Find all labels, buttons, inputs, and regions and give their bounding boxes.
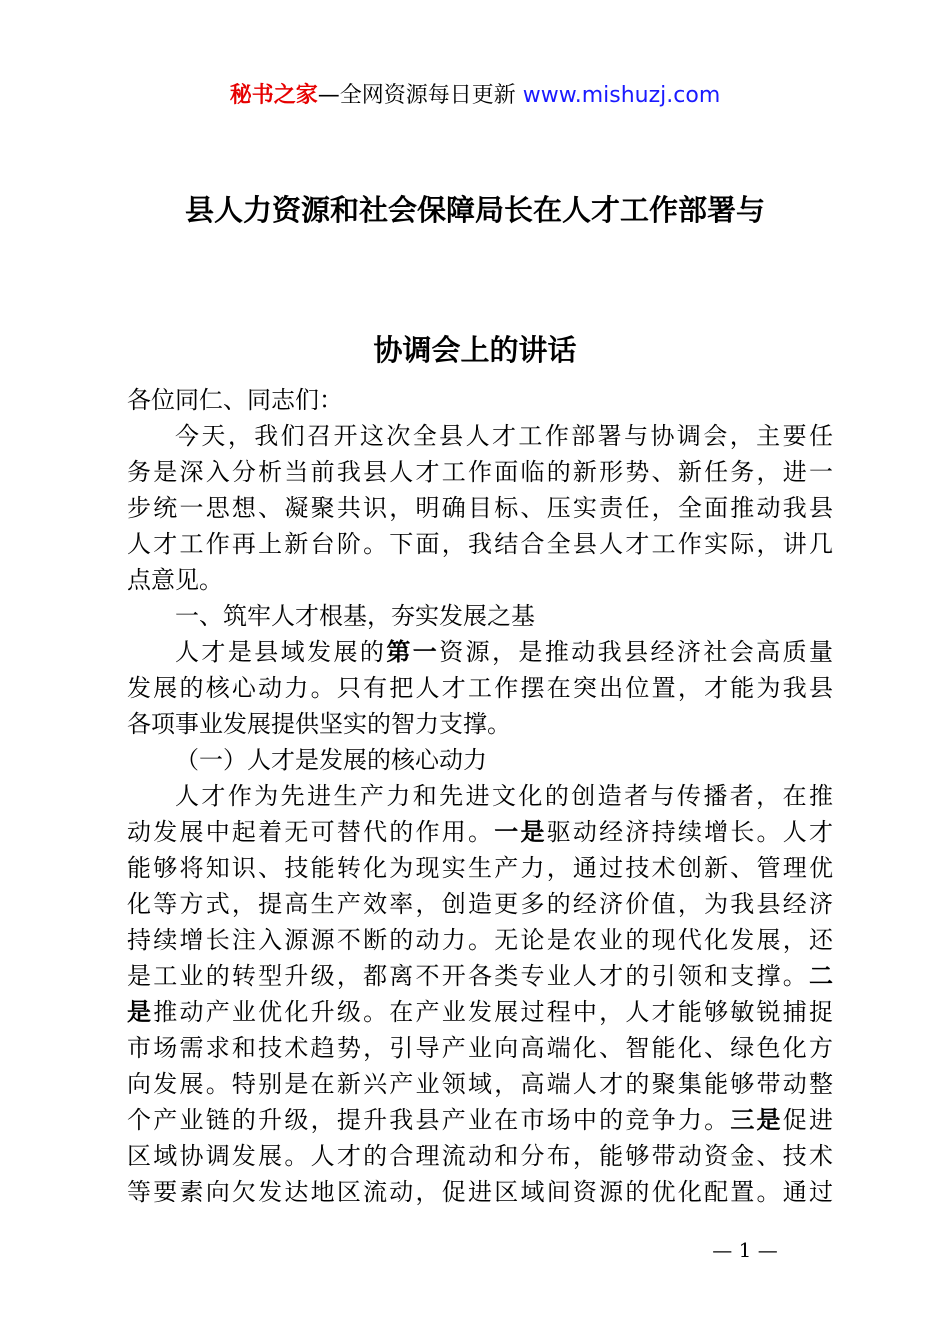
- site-slogan: —全网资源每日更新: [317, 83, 516, 108]
- intro-line: 步统一思想、凝聚共识，明确目标、压实责任，全面推动我县: [127, 494, 833, 522]
- intro-line: 务是深入分析当前我县人才工作面临的新形势、新任务，进一: [127, 458, 833, 486]
- paragraph-line: 持续增长注入源源不断的动力。无论是农业的现代化发展，还: [127, 926, 833, 954]
- paragraph-line: 化等方式，提高生产效率，创造更多的经济价值，为我县经济: [127, 890, 833, 918]
- paragraph-line: [127, 994, 833, 1030]
- intro-line: 今天，我们召开这次全县人才工作部署与协调会，主要任: [175, 422, 833, 450]
- site-name: 秘书之家: [229, 83, 318, 108]
- intro-line: 人才工作再上新台阶。下面，我结合全县人才工作实际，讲几: [127, 530, 833, 558]
- bold-run: 三是: [730, 1106, 783, 1134]
- paragraph-line: 各项事业发展提供坚实的智力支撑。: [127, 710, 511, 738]
- paragraph-line: [127, 814, 833, 850]
- text-run: 人才是县域发展的: [175, 638, 387, 666]
- paragraph-line: [127, 958, 833, 994]
- document-header: [0, 80, 950, 112]
- paragraph-line: 发展的核心动力。只有把人才工作摆在突出位置，才能为我县: [127, 674, 833, 702]
- text-run: 个产业链的升级，提升我县产业在市场中的竞争力。: [127, 1106, 731, 1134]
- paragraph-line: 向发展。特别是在新兴产业领域，高端人才的聚集能够带动整: [127, 1070, 833, 1098]
- paragraph-line: [127, 634, 833, 670]
- document-body: [127, 382, 833, 1210]
- site-url[interactable]: www.mishuzj.com: [522, 83, 721, 108]
- text-run: 是工业的转型升级，都离不开各类专业人才的引领和支撑。: [127, 962, 809, 990]
- document-title-line-2: 协调会上的讲话: [373, 333, 577, 367]
- salutation: 各位同仁、同志们：: [127, 386, 343, 414]
- text-run: 资源，是推动我县经济社会高质量: [439, 638, 834, 666]
- page-number: — 1 —: [712, 1238, 778, 1262]
- text-run: 驱动经济持续增长。人才: [546, 818, 834, 846]
- bold-run: 二: [809, 962, 833, 990]
- paragraph-line: 市场需求和技术趋势，引导产业向高端化、智能化、绿色化方: [127, 1034, 833, 1062]
- paragraph-line: 等要素向欠发达地区流动，促进区域间资源的优化配置。通过: [127, 1178, 833, 1206]
- paragraph-line: 人才作为先进生产力和先进文化的创造者与传播者，在推: [175, 782, 833, 810]
- text-run: 推动产业优化升级。在产业发展过程中，人才能够敏锐捕捉: [153, 998, 834, 1026]
- bold-run: 一是: [494, 818, 547, 846]
- text-run: 动发展中起着无可替代的作用。: [127, 818, 495, 846]
- bold-run: 是: [127, 998, 154, 1026]
- paragraph-line: [127, 1102, 833, 1138]
- bold-run: 第一: [386, 638, 440, 666]
- text-run: 促进: [782, 1106, 834, 1134]
- subsection-one-heading: （一）人才是发展的核心动力: [175, 746, 487, 774]
- document-title-line-1: 县人力资源和社会保障局长在人才工作部署与: [184, 193, 765, 227]
- paragraph-line: 区域协调发展。人才的合理流动和分布，能够带动资金、技术: [127, 1142, 833, 1170]
- intro-line: 点意见。: [127, 566, 223, 594]
- paragraph-line: 能够将知识、技能转化为现实生产力，通过技术创新、管理优: [127, 854, 833, 882]
- section-one-heading: 一、筑牢人才根基，夯实发展之基: [175, 602, 535, 630]
